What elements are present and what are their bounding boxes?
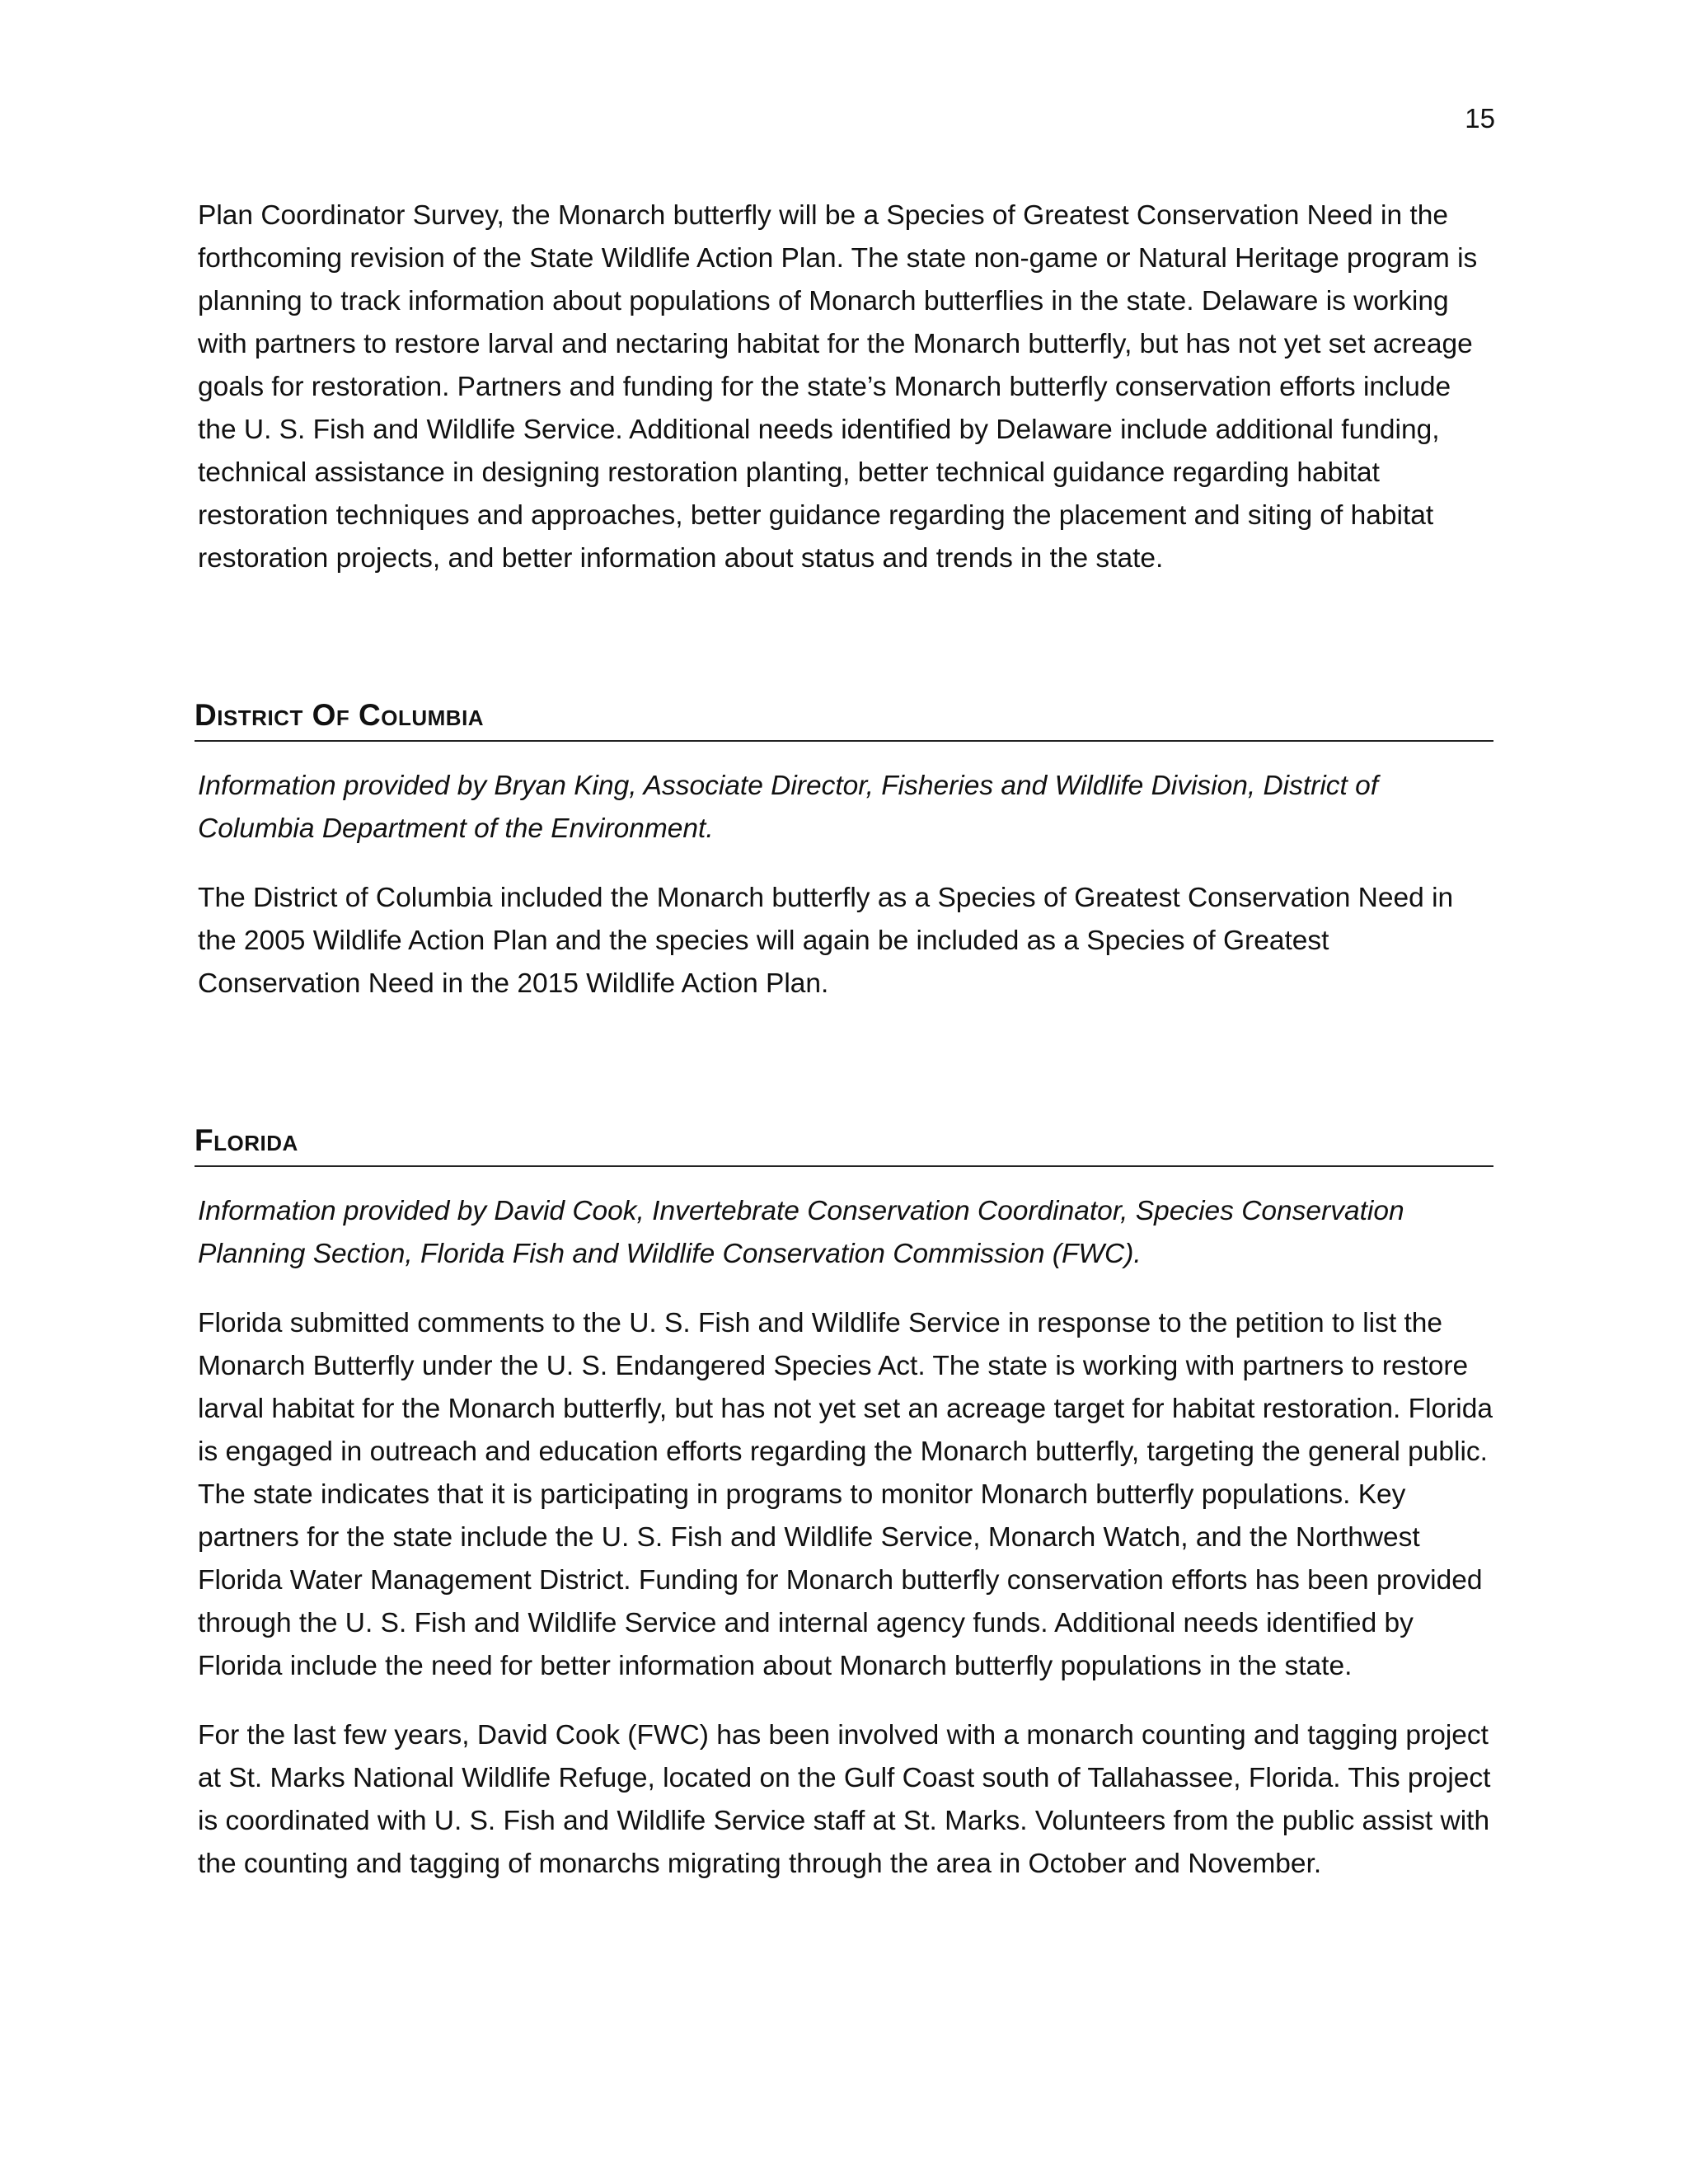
page-number: 15 bbox=[1465, 103, 1495, 134]
body-paragraph: Florida submitted comments to the U. S. Fish and Wildlife Service in response to the petition to list the Monarch Butterfly under the U. S. Endangered Species Act. The state is working with partners to restore larval habitat for the Monarch butterfly, but has not yet set an acreage target for habitat restoration. Florida is engaged in outreach and education efforts regarding the Monarch butterfly, targeting the general public. The state indicates that it is participating in programs to monitor Monarch butterfly populations. Key partners for the state include the U. S. Fish and Wildlife Service, Monarch Watch, and the Northwest Florida Water Management District. Funding for Monarch butterfly conservation efforts has been provided through the U. S. Fish and Wildlife Service and internal agency funds. Additional needs identified by Florida include the need for better information about Monarch butterfly populations in the state. bbox=[198, 1308, 1493, 1681]
body-paragraph: For the last few years, David Cook (FWC) has been involved with a monarch counting and tagging project at St. Marks National Wildlife Refuge, located on the Gulf Coast south of Tallahassee, Florida. This project is coordinated with U. S. Fish and Wildlife Service staff at St. Marks. Volunteers from the public assist with the counting and tagging of monarchs migrating through the area in October and November. bbox=[198, 1720, 1491, 1879]
section-district-of-columbia bbox=[195, 694, 1493, 1005]
page-content bbox=[195, 194, 1493, 1886]
source-attribution: Information provided by David Cook, Invertebrate Conservation Coordinator, Species Conservation Planning Section, Florida Fish and Wildlife Conservation Commission (FWC). bbox=[198, 1196, 1404, 1269]
section-heading: District Of Columbia bbox=[195, 694, 1493, 742]
source-attribution: Information provided by Bryan King, Associate Director, Fisheries and Wildlife Division, District of Columbia Department of the Environment. bbox=[198, 771, 1379, 844]
section-florida bbox=[195, 1119, 1493, 1886]
section-heading: Florida bbox=[195, 1119, 1493, 1167]
intro-paragraph: Plan Coordinator Survey, the Monarch butterfly will be a Species of Greatest Conservation Need in the forthcoming revision of the State Wildlife Action Plan. The state non-game or Natural Heritage program is planning to track information about populations of Monarch butterflies in the state. Delaware is working with partners to restore larval and nectaring habitat for the Monarch butterfly, but has not yet set acreage goals for restoration. Partners and funding for the state’s Monarch butterfly conservation efforts include the U. S. Fish and Wildlife Service. Additional needs identified by Delaware include additional funding, technical assistance in designing restoration planting, better technical guidance regarding habitat restoration techniques and approaches, better guidance regarding the placement and siting of habitat restoration projects, and better information about status and trends in the state. bbox=[198, 200, 1478, 574]
body-paragraph: The District of Columbia included the Monarch butterfly as a Species of Greatest Conservation Need in the 2005 Wildlife Action Plan and the species will again be included as a Species of Greatest Conservation Need in the 2015 Wildlife Action Plan. bbox=[198, 883, 1454, 999]
